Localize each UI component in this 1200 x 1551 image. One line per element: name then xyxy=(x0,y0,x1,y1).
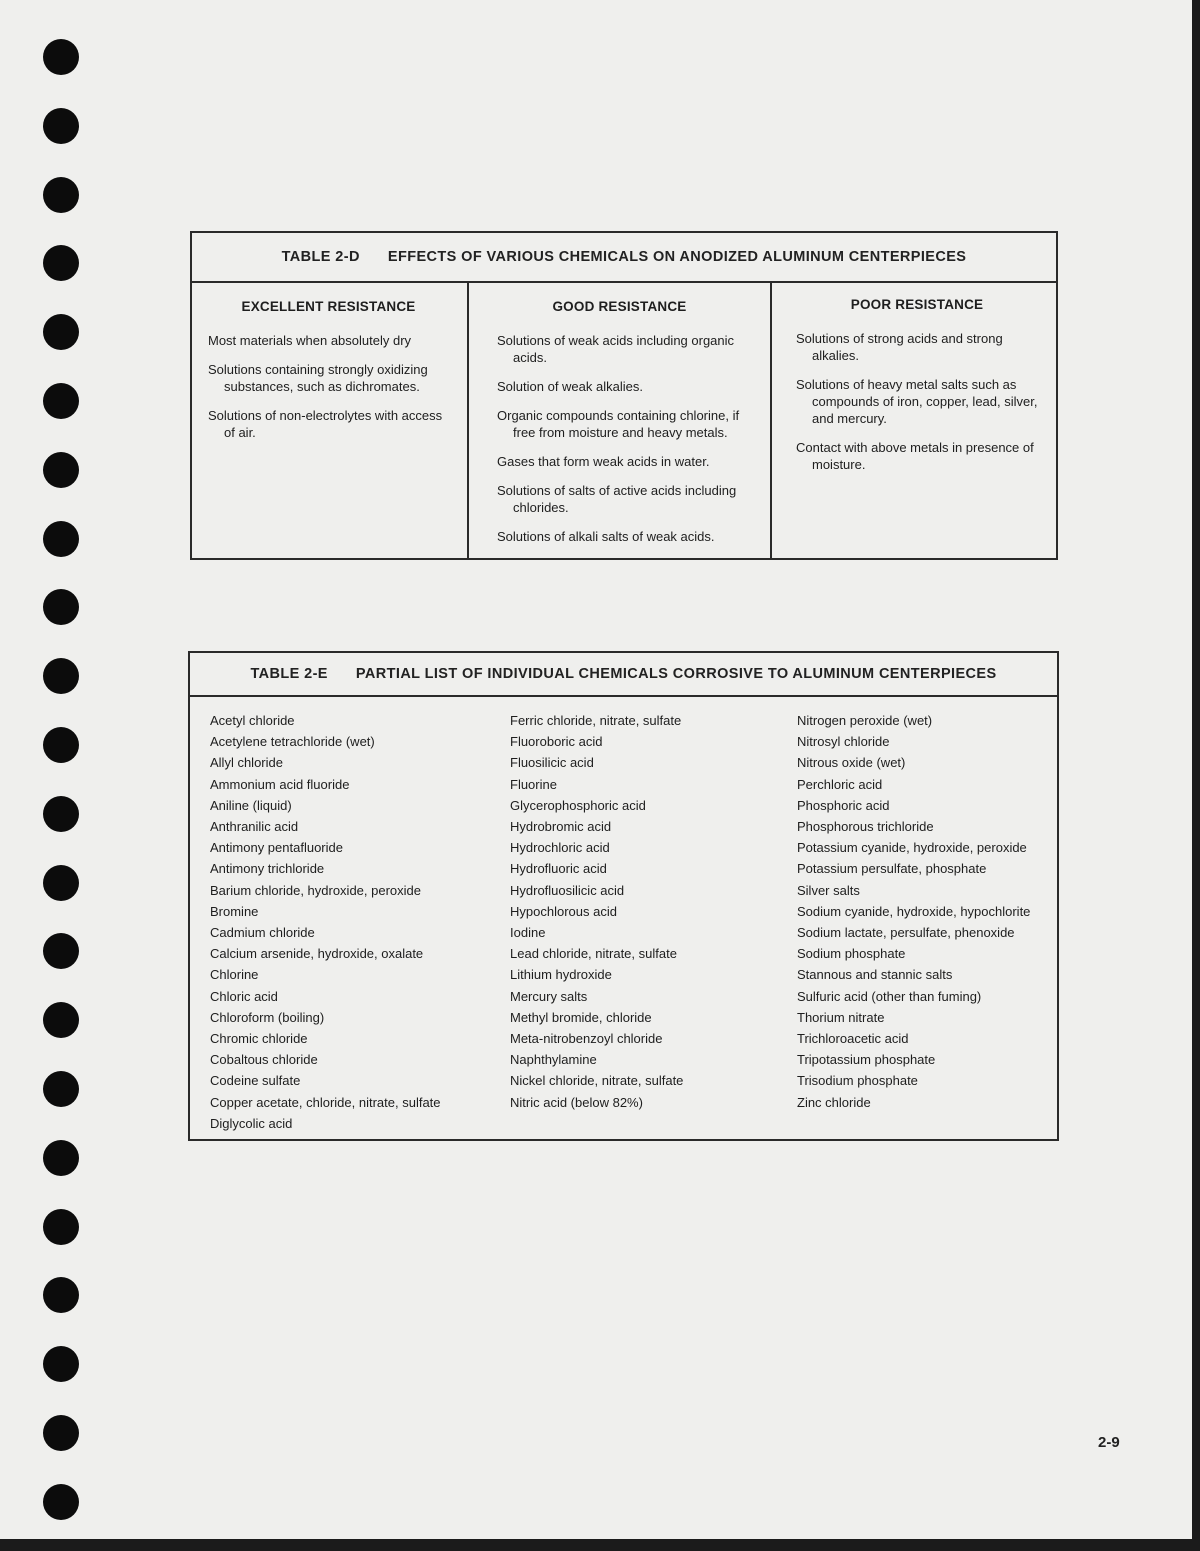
chemical-list-item: Nitrosyl chloride xyxy=(797,734,890,750)
list-item: Most materials when absolutely dry xyxy=(208,333,412,348)
chemical-list-column-3 xyxy=(797,710,1030,1113)
chemical-list-item: Sodium cyanide, hydroxide, hypochlorite xyxy=(797,903,1031,919)
binder-hole xyxy=(43,452,79,488)
chemical-list-item: Hydrofluoric acid xyxy=(510,861,607,877)
column-heading: EXCELLENT RESISTANCE xyxy=(241,299,416,314)
list-item: Solutions of weak acids including organic acids. xyxy=(497,333,735,365)
binder-hole xyxy=(43,1071,79,1107)
chemical-list-item: Codeine sulfate xyxy=(210,1073,301,1089)
chemical-list-item: Ammonium acid fluoride xyxy=(210,776,350,792)
chemical-list-item: Aniline (liquid) xyxy=(210,797,292,813)
chemical-list-column-2 xyxy=(510,710,683,1113)
excellent-resistance-column xyxy=(192,283,467,558)
chemical-list-item: Meta-nitrobenzoyl chloride xyxy=(510,1031,663,1047)
chemical-list-item: Lithium hydroxide xyxy=(510,967,612,983)
chemical-list-column-1 xyxy=(210,710,441,1134)
chemical-list-item: Iodine xyxy=(510,925,546,941)
chemical-list-item: Cobaltous chloride xyxy=(210,1052,318,1068)
chemical-list-item: Fluorine xyxy=(510,776,557,792)
table-2d-title-row xyxy=(192,233,1056,283)
binder-hole xyxy=(43,1140,79,1176)
binder-hole xyxy=(43,245,79,281)
chemical-list-item: Allyl chloride xyxy=(210,755,283,771)
chemical-list-item: Tripotassium phosphate xyxy=(797,1052,936,1068)
chemical-list-item: Barium chloride, hydroxide, peroxide xyxy=(210,882,421,898)
binder-hole xyxy=(43,933,79,969)
binder-hole xyxy=(43,589,79,625)
binder-hole xyxy=(43,1415,79,1451)
list-item: Solutions of non-electrolytes with access of air. xyxy=(208,408,443,440)
binder-hole xyxy=(43,796,79,832)
chemical-list-item: Trichloroacetic acid xyxy=(797,1031,909,1047)
good-resistance-column xyxy=(467,283,770,558)
table-2d-columns xyxy=(192,283,1056,558)
binder-hole xyxy=(43,1346,79,1382)
good-resistance-list xyxy=(497,332,758,545)
table-2e xyxy=(188,651,1059,1141)
chemical-list-item: Antimony trichloride xyxy=(210,861,325,877)
chemical-list-item: Hydrobromic acid xyxy=(510,819,612,835)
chemical-list-item: Cadmium chloride xyxy=(210,925,315,941)
table-2e-title: PARTIAL LIST OF INDIVIDUAL CHEMICALS CORROSIVE TO ALUMINUM CENTERPIECES xyxy=(355,666,997,682)
chemical-list-item: Chlorine xyxy=(210,967,259,983)
binder-hole xyxy=(43,658,79,694)
chemical-list-item: Nitric acid (below 82%) xyxy=(510,1094,643,1110)
binder-hole xyxy=(43,314,79,350)
table-2e-columns xyxy=(190,697,1057,1141)
chemical-list-item: Phosphoric acid xyxy=(797,797,890,813)
excellent-resistance-list xyxy=(208,332,449,441)
chemical-list-item: Silver salts xyxy=(797,882,860,898)
page-number: 2-9 xyxy=(1098,1434,1120,1451)
binder-hole xyxy=(43,177,79,213)
chemical-list-item: Perchloric acid xyxy=(797,776,883,792)
chemical-list-item: Chloric acid xyxy=(210,988,278,1004)
chemical-list-item: Sodium phosphate xyxy=(797,946,906,962)
chemical-list-item: Chromic chloride xyxy=(210,1031,308,1047)
chemical-list-item: Calcium arsenide, hydroxide, oxalate xyxy=(210,946,424,962)
list-item: Solutions of salts of active acids including chlorides. xyxy=(497,483,737,515)
chemical-list-item: Fluoroboric acid xyxy=(510,734,603,750)
chemical-list-item: Antimony pentafluoride xyxy=(210,840,343,856)
chemical-list-item: Mercury salts xyxy=(510,988,588,1004)
chemical-list-item: Hydrochloric acid xyxy=(510,840,610,856)
chemical-list-item: Stannous and stannic salts xyxy=(797,967,953,983)
chemical-list-item: Phosphorous trichloride xyxy=(797,819,934,835)
binder-hole xyxy=(43,108,79,144)
chemical-list-item: Thorium nitrate xyxy=(797,1009,885,1025)
chemical-list-item: Naphthylamine xyxy=(510,1052,597,1068)
chemical-list-item: Methyl bromide, chloride xyxy=(510,1009,652,1025)
list-item: Gases that form weak acids in water. xyxy=(497,454,710,469)
chemical-list-item: Potassium persulfate, phosphate xyxy=(797,861,987,877)
binder-hole xyxy=(43,1484,79,1520)
binder-hole xyxy=(43,383,79,419)
poor-resistance-column xyxy=(770,283,1056,558)
chemical-list-item: Zinc chloride xyxy=(797,1094,871,1110)
poor-resistance-list xyxy=(796,330,1038,473)
list-item: Organic compounds containing chlorine, if free from moisture and heavy metals. xyxy=(497,408,740,440)
table-2e-title-row xyxy=(190,653,1057,697)
binder-hole xyxy=(43,1277,79,1313)
chemical-list-item: Acetyl chloride xyxy=(210,713,295,728)
binder-hole xyxy=(43,521,79,557)
list-item: Solutions containing strongly oxidizing substances, such as dichromates. xyxy=(208,362,428,394)
chemical-list-item: Potassium cyanide, hydroxide, peroxide xyxy=(797,840,1027,856)
chemical-list-item: Glycerophosphoric acid xyxy=(510,797,646,813)
chemical-list-item: Ferric chloride, nitrate, sulfate xyxy=(510,713,682,728)
binder-hole xyxy=(43,1209,79,1245)
list-item: Solutions of alkali salts of weak acids. xyxy=(497,529,715,544)
binder-hole xyxy=(43,727,79,763)
column-heading: POOR RESISTANCE xyxy=(850,297,984,312)
chemical-list-item: Lead chloride, nitrate, sulfate xyxy=(510,946,677,962)
chemical-list-item: Nickel chloride, nitrate, sulfate xyxy=(510,1073,684,1089)
table-2d xyxy=(190,231,1058,560)
chemical-list-item: Hydrofluosilicic acid xyxy=(510,882,625,898)
list-item: Solutions of heavy metal salts such as compounds of iron, copper, lead, silver, and mercury. xyxy=(796,377,1038,426)
chemical-list-item: Trisodium phosphate xyxy=(797,1073,918,1089)
table-2d-number: TABLE 2-D xyxy=(281,249,360,265)
binder-hole xyxy=(43,1002,79,1038)
chemical-list-item: Bromine xyxy=(210,903,259,919)
binder-hole xyxy=(43,865,79,901)
chemical-list-item: Acetylene tetrachloride (wet) xyxy=(210,734,375,750)
chemical-list-item: Hypochlorous acid xyxy=(510,903,617,919)
binder-hole xyxy=(43,39,79,75)
column-heading: GOOD RESISTANCE xyxy=(552,299,687,314)
chemical-list-item: Nitrogen peroxide (wet) xyxy=(797,713,933,728)
table-2e-number: TABLE 2-E xyxy=(250,666,328,682)
chemical-list-item: Copper acetate, chloride, nitrate, sulfate xyxy=(210,1094,441,1110)
list-item: Contact with above metals in presence of moisture. xyxy=(796,440,1034,472)
chemical-list-item: Chloroform (boiling) xyxy=(210,1009,325,1025)
chemical-list-item: Fluosilicic acid xyxy=(510,755,594,771)
list-item: Solution of weak alkalies. xyxy=(497,379,643,394)
table-2d-title: EFFECTS OF VARIOUS CHEMICALS ON ANODIZED ALUMINUM CENTERPIECES xyxy=(387,249,967,265)
chemical-list-item: Diglycolic acid xyxy=(210,1115,293,1131)
chemical-list-item: Sodium lactate, persulfate, phenoxide xyxy=(797,925,1015,941)
chemical-list-item: Nitrous oxide (wet) xyxy=(797,755,906,771)
chemical-list-item: Sulfuric acid (other than fuming) xyxy=(797,988,982,1004)
chemical-list-item: Anthranilic acid xyxy=(210,819,299,835)
list-item: Solutions of strong acids and strong alkalies. xyxy=(796,331,1003,363)
